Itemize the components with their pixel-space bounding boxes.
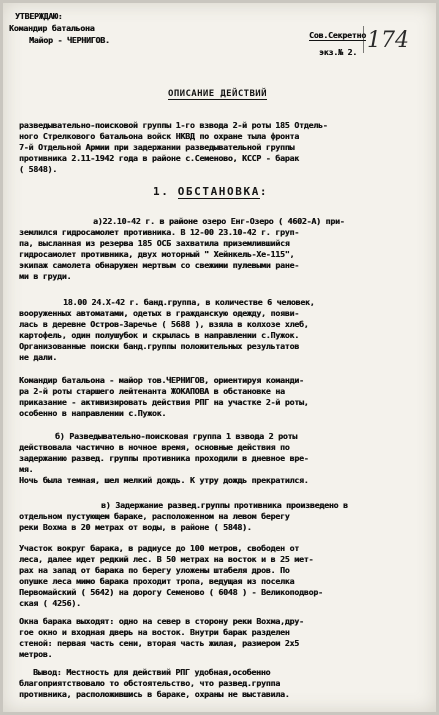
intro-line: разведывательно-поисковой группы 1-го взвода 2-й роты 185 Отдель- (19, 120, 328, 130)
major-signature-line: Майор - ЧЕРНИГОВ. (29, 35, 110, 45)
section-label: ОБСТАНОВКА (177, 185, 260, 198)
paragraph-b-line: лась в деревне Остров-Заречье ( 5688 ), взяла в колхозе хлеб, (19, 319, 309, 329)
paragraph-b-line: не дали. (19, 352, 57, 362)
conclusion-line: благоприятствовало то обстоятельство, что развед.группа (19, 678, 280, 688)
handwritten-number-text: 174 (367, 28, 409, 53)
paragraph-c-line: особенно в направлении с.Пужок. (19, 408, 167, 418)
conclusion-line: Вывод: Местность для действий РПГ удобная,особенно (33, 667, 271, 677)
paragraph-b-line: вооруженных автоматами, одетых в гражданскую одежду, появи- (19, 308, 299, 318)
secret-text: Сов.Секретно (309, 30, 366, 40)
paragraph-b-line: картофель, один полушубок и скрылась в направлении с.Пужок. (19, 330, 299, 340)
paragraph-g-line: Окна барака выходят: одно на север в сторону реки Вохма,дру- (19, 616, 304, 626)
paragraph-d-line: б) Разведывательно-поисковая группа 1 взвода 2 роты (55, 431, 298, 441)
secret-classification (309, 30, 366, 40)
paragraph-a-line: гидросамолет противника, двух моторный " Хейнкель-Хе-115", (19, 249, 295, 259)
paragraph-f-line: опушке леса мимо барака проходит тропа, ведущая из поселка (19, 576, 295, 586)
paragraph-b-line: Организованные поиски банд.группы положительных результатов (19, 341, 299, 351)
paragraph-g-line: гое окно и входная дверь на восток. Внутри барак разделен (19, 627, 290, 637)
paragraph-d-line: мя. (19, 464, 34, 474)
paragraph-f-line: леса, далее идет редкий лес. В 50 метрах на восток и в 25 мет- (19, 554, 314, 564)
section-colon: : (259, 185, 269, 198)
intro-line: ( 5848). (19, 164, 57, 174)
paragraph-f-line: рах на запад от барака по берегу уложены штабеля дров. По (19, 565, 290, 575)
intro-line: противника 2.11-1942 года в районе с.Семеново, КССР - барак (19, 153, 299, 163)
copy-number: экз.№ 2. (319, 47, 357, 57)
intro-line: 7-й Отдельной Армии при задержании разведывательной группы (19, 142, 295, 152)
paragraph-a-line: землился гидросамолет противника. В 12-00 23.10-42 г. груп- (19, 227, 299, 237)
paragraph-d-line: задержанию развед. группы противника проходили в дневное вре- (19, 453, 309, 463)
paragraph-a-line: экипаж самолета обнаружен мертвым со свежими пулевыми ране- (19, 260, 299, 270)
document-page (3, 3, 436, 712)
paragraph-g-line: стеной: первая часть сени, вторая часть жилая, размером 2х5 (19, 638, 299, 648)
paragraph-f-line: Участок вокруг барака, в радиусе до 100 метров, свободен от (19, 543, 299, 553)
conclusion-line: противника, расположившись в бараке, охраны не выставила. (19, 689, 290, 699)
paragraph-c-line: ра 2-й роты старшего лейтенанта ЖОКАПОВА в обстановке на (19, 386, 285, 396)
paragraph-c-line: приказание - активизировать действия РПГ на участке 2-й роты, (19, 397, 309, 407)
paragraph-a-line: па, высланная из резерва 185 ОСБ захватила приземлившийся (19, 238, 290, 248)
section-number: 1. (153, 185, 170, 198)
paragraph-d-line: действовала частично в ночное время, основные действия по (19, 442, 290, 452)
paragraph-a-line: ми в груди. (19, 271, 72, 281)
approve-label: УТВЕРЖДАЮ: (15, 11, 63, 21)
paragraph-e-line: реки Вохма в 20 метрах от воды, в районе ( 5848). (19, 522, 252, 532)
paragraph-f-line: ская ( 4256). (19, 598, 81, 608)
paragraph-e-line: в) Задержание развед.группы противника произведено в (101, 500, 348, 510)
paragraph-f-line: Первомайский ( 5642) на дорогу Семеново ( 6048 ) - Великоподвор- (19, 587, 323, 597)
intro-line: ного Стрелкового батальона войск НКВД по охране тыла фронта (19, 131, 299, 141)
paragraph-e-line: отдельном пустующем бараке, расположенном на левом берегу (19, 511, 290, 521)
paragraph-a-line: а)22.10-42 г. в районе озеро Енг-Озеро ( 4602-А) при- (93, 216, 345, 226)
commander-label: Командир батальона (9, 23, 95, 33)
paragraph-d-line: Ночь была темная, шел мелкий дождь. К утру дождь прекратился. (19, 475, 309, 485)
section-heading (153, 185, 268, 198)
document-title: ОПИСАНИЕ ДЕЙСТВИЙ (168, 89, 267, 99)
handwritten-archive-number (363, 23, 415, 53)
paragraph-g-line: метров. (19, 649, 53, 659)
paragraph-c-line: Командир батальона - майор тов.ЧЕРНИГОВ, ориентируя команди- (19, 375, 304, 385)
paragraph-b-line: 18.00 24.Х-42 г. банд.группа, в количестве 6 человек, (63, 297, 315, 307)
